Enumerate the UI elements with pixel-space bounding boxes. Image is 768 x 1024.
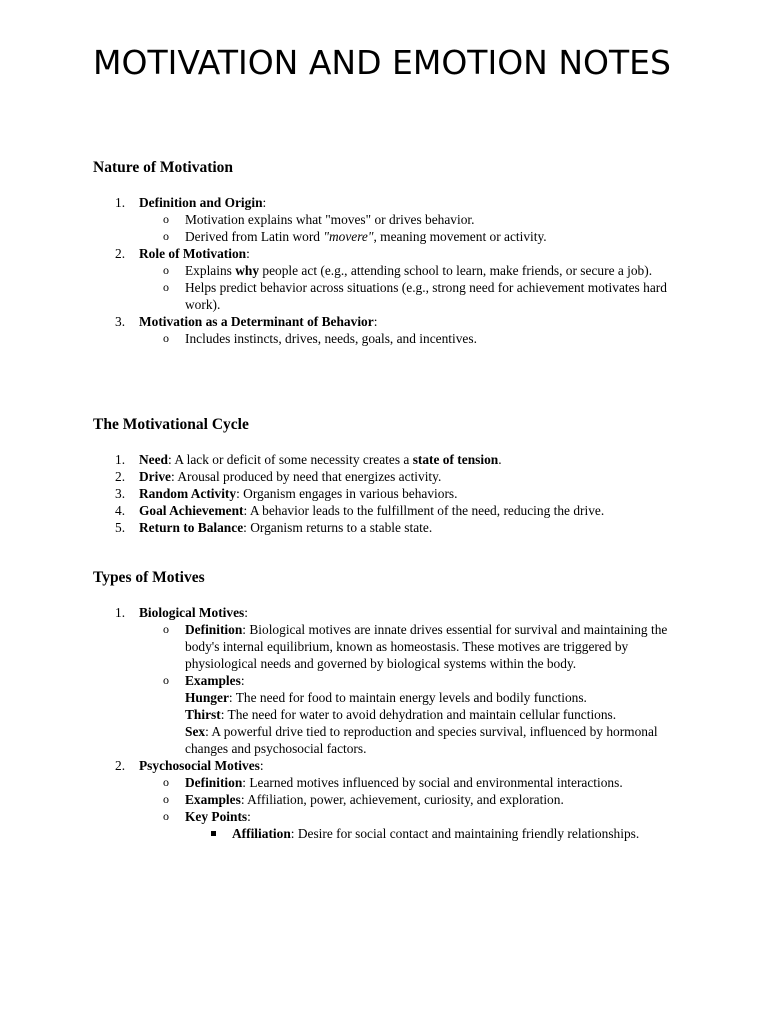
item-text: : bbox=[246, 246, 250, 261]
item-text: : Affiliation, power, achievement, curiosity, and exploration. bbox=[240, 792, 564, 807]
item-term: Role of Motivation bbox=[139, 246, 247, 261]
list-item bbox=[93, 451, 683, 468]
list-item bbox=[93, 468, 683, 485]
sub-item bbox=[93, 672, 683, 689]
item-text: : bbox=[247, 809, 251, 824]
example-line bbox=[93, 723, 683, 757]
list-item bbox=[93, 194, 683, 211]
item-text: . bbox=[498, 452, 502, 467]
bullet-marker: o bbox=[163, 775, 169, 789]
item-term: Biological Motives bbox=[139, 605, 245, 620]
item-number: 1. bbox=[115, 195, 126, 210]
item-number: 1. bbox=[115, 452, 126, 467]
item-term: Thirst bbox=[185, 707, 221, 722]
list-item bbox=[93, 604, 683, 621]
list-types-of-motives bbox=[93, 604, 683, 842]
item-text: : bbox=[259, 758, 264, 773]
item-number: 2. bbox=[115, 469, 126, 484]
item-text: : Learned motives influenced by social and environmental interactions. bbox=[242, 775, 623, 790]
item-number: 2. bbox=[115, 758, 126, 773]
list-item bbox=[93, 485, 683, 502]
item-term: Random Activity bbox=[139, 486, 237, 501]
item-text: : bbox=[244, 605, 248, 620]
sub-item bbox=[93, 279, 683, 313]
bullet-marker: o bbox=[163, 263, 169, 277]
item-text: Derived from Latin word bbox=[185, 229, 324, 244]
bullet-marker: o bbox=[163, 673, 169, 687]
heading-motivational-cycle: The Motivational Cycle bbox=[93, 416, 249, 433]
item-number: 4. bbox=[115, 503, 126, 518]
latin-word: "movere" bbox=[323, 229, 374, 244]
item-term: Sex bbox=[185, 724, 206, 739]
item-text: : bbox=[262, 195, 267, 210]
list-item bbox=[93, 519, 683, 536]
item-term: Goal Achievement bbox=[139, 503, 244, 518]
example-line bbox=[93, 689, 683, 706]
item-term: Affiliation bbox=[232, 826, 291, 841]
item-text: people act (e.g., attending school to learn, make friends, or secure a job). bbox=[259, 263, 653, 278]
item-text: : A powerful drive tied to reproduction and species survival, influenced by hormonal changes and psychosocial factors. bbox=[185, 724, 658, 756]
item-term: Motivation as a Determinant of Behavior bbox=[139, 314, 374, 329]
sub-item bbox=[93, 262, 683, 279]
bullet-marker: o bbox=[163, 809, 169, 823]
item-term: Need bbox=[139, 452, 169, 467]
item-text: : The need for water to avoid dehydration and maintain cellular functions. bbox=[220, 707, 617, 722]
bullet-marker: o bbox=[163, 212, 169, 226]
document-title: MOTIVATION AND EMOTION NOTES bbox=[93, 43, 671, 82]
item-term: Examples bbox=[185, 673, 241, 688]
item-term: why bbox=[235, 263, 260, 278]
item-term: Drive bbox=[139, 469, 171, 484]
item-text: : A behavior leads to the fulfillment of the need, reducing the drive. bbox=[243, 503, 605, 518]
item-term: Psychosocial Motives bbox=[139, 758, 260, 773]
item-number: 5. bbox=[115, 520, 126, 535]
item-term: Examples bbox=[185, 792, 241, 807]
item-text: : Biological motives are innate drives essential for survival and maintaining the body's internal equilibrium, known as homeostasis. These motives are triggered by physiological needs and governed by biological systems within the body. bbox=[185, 622, 668, 671]
sub-item bbox=[93, 330, 683, 347]
square-bullet-icon bbox=[211, 831, 216, 836]
list-item bbox=[93, 757, 683, 774]
sub-item bbox=[93, 621, 683, 672]
list-nature-of-motivation bbox=[93, 194, 683, 347]
item-term: Definition bbox=[185, 775, 243, 790]
sub-item bbox=[93, 774, 683, 791]
sub-item bbox=[93, 228, 683, 245]
item-text: : bbox=[373, 314, 378, 329]
bullet-marker: o bbox=[163, 280, 169, 294]
item-text: : Desire for social contact and maintaining friendly relationships. bbox=[290, 826, 640, 841]
list-motivational-cycle bbox=[93, 451, 683, 536]
item-text: : Organism returns to a stable state. bbox=[243, 520, 433, 535]
item-text: , meaning movement or activity. bbox=[373, 229, 547, 244]
item-text: : The need for food to maintain energy levels and bodily functions. bbox=[228, 690, 587, 705]
item-number: 3. bbox=[115, 314, 126, 329]
list-item bbox=[93, 245, 683, 262]
sub-item bbox=[93, 791, 683, 808]
bullet-marker: o bbox=[163, 622, 169, 636]
example-line bbox=[93, 706, 683, 723]
list-item bbox=[93, 313, 683, 330]
item-number: 2. bbox=[115, 246, 126, 261]
item-term: Definition and Origin bbox=[139, 195, 263, 210]
sub-item bbox=[93, 808, 683, 825]
item-text: : bbox=[240, 673, 245, 688]
list-item bbox=[93, 502, 683, 519]
item-number: 3. bbox=[115, 486, 126, 501]
item-text: : Arousal produced by need that energizes activity. bbox=[170, 469, 442, 484]
sub-sub-item bbox=[93, 825, 683, 842]
heading-nature-of-motivation: Nature of Motivation bbox=[93, 159, 234, 176]
item-text: Helps predict behavior across situations (e.g., strong need for achievement motivates hard work). bbox=[185, 280, 667, 312]
item-text: Explains bbox=[185, 263, 236, 278]
bullet-marker: o bbox=[163, 229, 169, 243]
item-text: Motivation explains what "moves" or drives behavior. bbox=[185, 212, 475, 227]
bullet-marker: o bbox=[163, 792, 169, 806]
item-term: Return to Balance bbox=[139, 520, 244, 535]
heading-types-of-motives: Types of Motives bbox=[93, 569, 205, 586]
item-term: Key Points bbox=[185, 809, 248, 824]
bullet-marker: o bbox=[163, 331, 169, 345]
item-term: Hunger bbox=[185, 690, 229, 705]
item-text: : A lack or deficit of some necessity creates a bbox=[168, 452, 413, 467]
item-term: state of tension bbox=[412, 452, 499, 467]
item-number: 1. bbox=[115, 605, 126, 620]
sub-item bbox=[93, 211, 683, 228]
item-text: Includes instincts, drives, needs, goals, and incentives. bbox=[185, 331, 477, 346]
item-text: : Organism engages in various behaviors. bbox=[236, 486, 458, 501]
item-term: Definition bbox=[185, 622, 243, 637]
